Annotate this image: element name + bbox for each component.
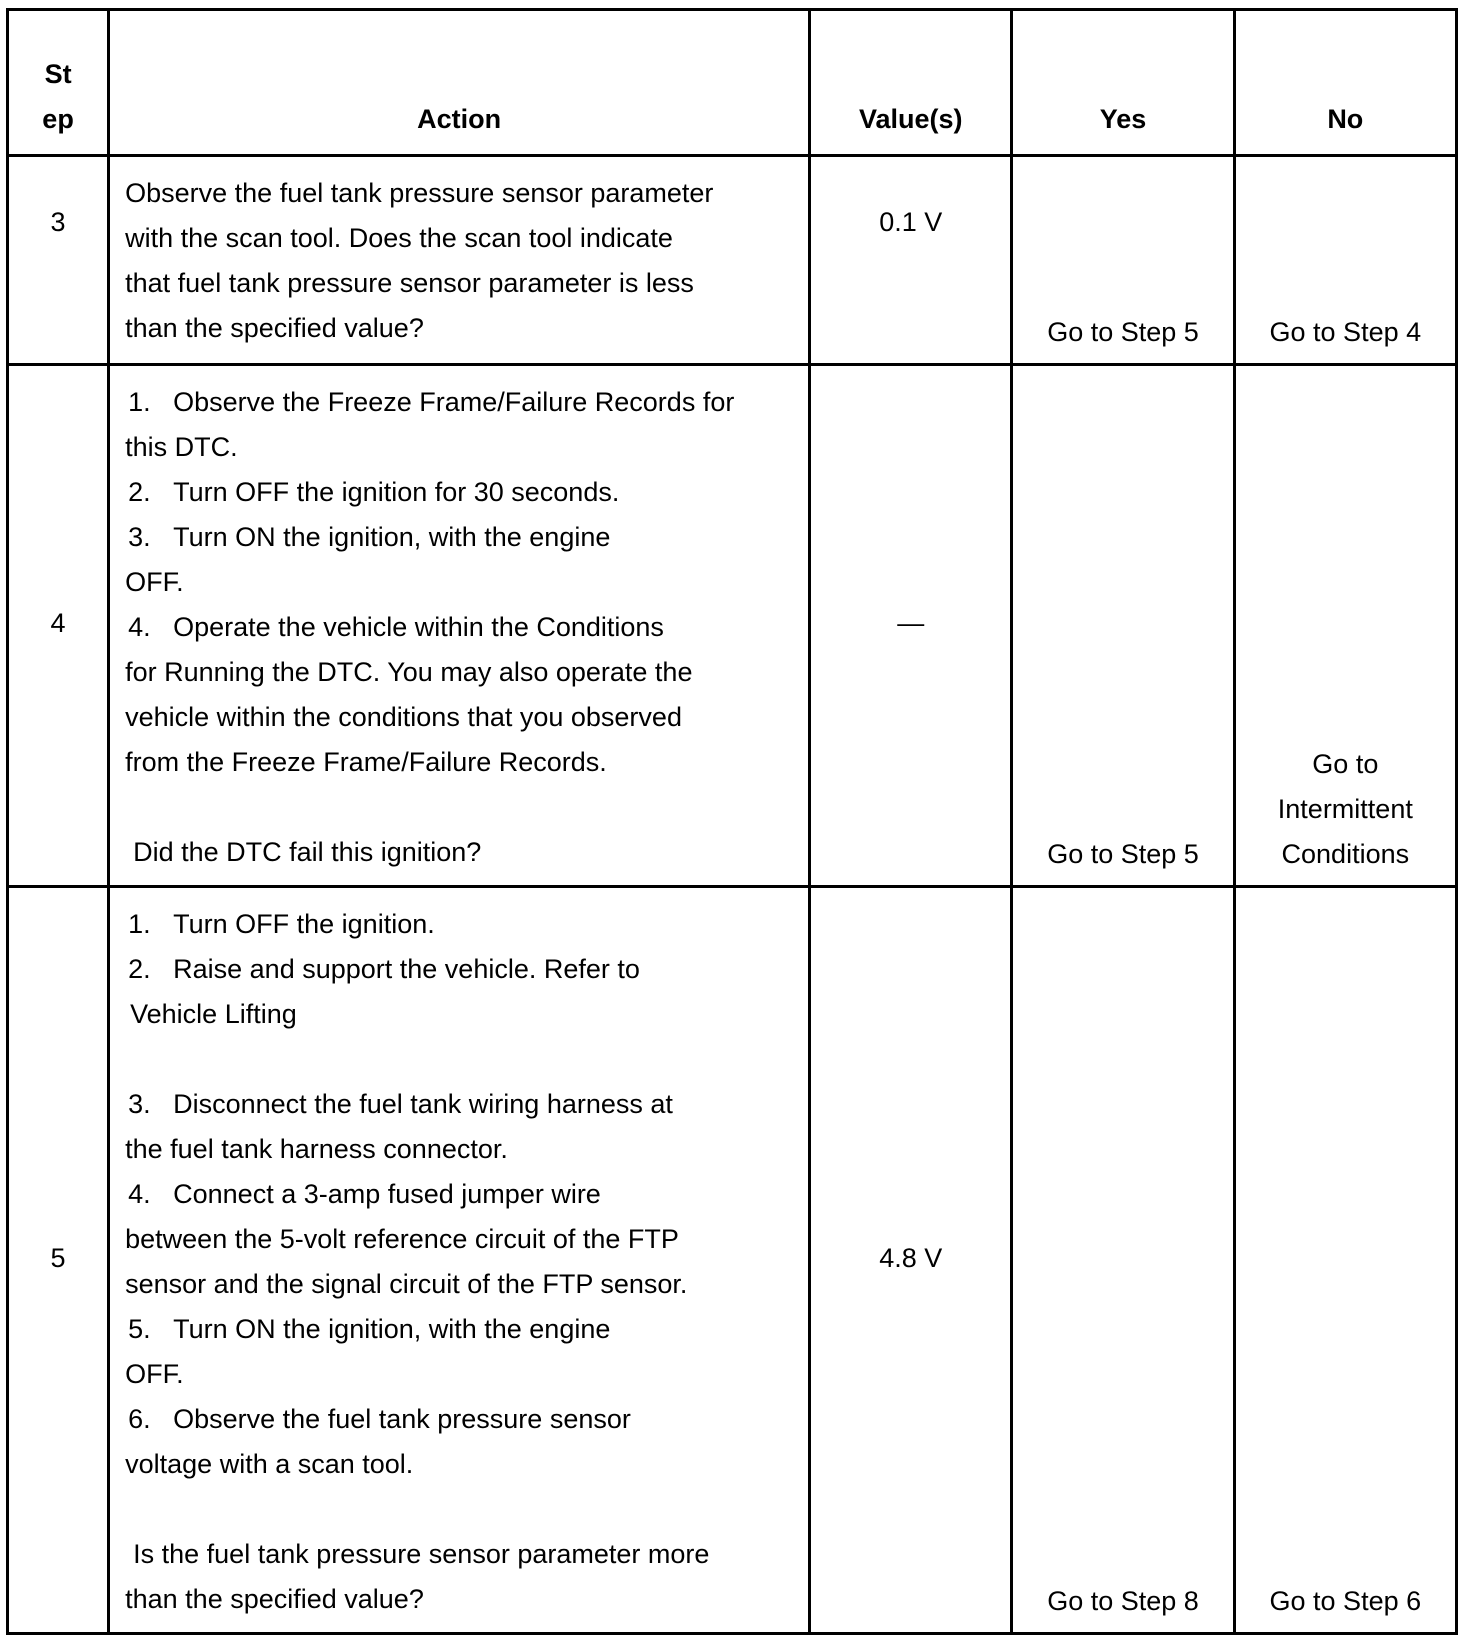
header-yes: Yes [1012, 10, 1234, 156]
action-text: this DTC. [125, 432, 238, 462]
action-list-item [125, 947, 798, 992]
action-list-item [125, 1172, 798, 1217]
action-list-item [125, 1082, 798, 1127]
action-text: OFF. [125, 567, 184, 597]
value-cell [810, 887, 1012, 1634]
action-question: than the specified value? [125, 1584, 424, 1614]
spacer [125, 785, 798, 830]
yes-link[interactable]: Go to Step 5 [1047, 317, 1199, 347]
action-question: Is the fuel tank pressure sensor parameter more [133, 1539, 710, 1569]
list-number: 4. [128, 1179, 151, 1209]
value-text: — [897, 608, 925, 638]
action-line: that fuel tank pressure sensor parameter is less [125, 268, 694, 298]
action-list-item [125, 515, 798, 560]
action-text: Turn ON the ignition, with the engine [173, 522, 611, 552]
action-list-item [125, 380, 798, 425]
action-cell [109, 887, 810, 1634]
no-link-line1[interactable]: Go to [1312, 749, 1379, 779]
action-list-item [125, 1397, 798, 1442]
yes-link[interactable]: Go to Step 5 [1047, 839, 1199, 869]
header-values: Value(s) [810, 10, 1012, 156]
list-number: 1. [128, 909, 151, 939]
table-row [8, 156, 1457, 365]
action-text: sensor and the signal circuit of the FTP sensor. [125, 1269, 688, 1299]
value-cell [810, 156, 1012, 365]
action-line: than the specified value? [125, 313, 424, 343]
action-cell [109, 365, 810, 887]
list-number: 6. [128, 1404, 151, 1434]
step-number [8, 365, 109, 887]
action-cell [109, 156, 810, 365]
action-text: between the 5-volt reference circuit of the FTP [125, 1224, 679, 1254]
action-list-item [125, 902, 798, 947]
action-text: Vehicle Lifting [130, 999, 297, 1029]
step-number [8, 887, 109, 1634]
step-number-text: 4 [50, 608, 66, 638]
action-question: Did the DTC fail this ignition? [133, 837, 482, 867]
list-number: 3. [128, 522, 151, 552]
diagnostic-table [6, 8, 1458, 1635]
action-text: voltage with a scan tool. [125, 1449, 414, 1479]
spacer [125, 1037, 798, 1082]
list-number: 1. [128, 387, 151, 417]
header-step-line1: St [44, 59, 72, 89]
header-step-line2: ep [42, 104, 74, 134]
yes-cell [1012, 156, 1234, 365]
value-cell [810, 365, 1012, 887]
action-text: Observe the fuel tank pressure sensor [173, 1404, 631, 1434]
spacer [125, 1487, 798, 1532]
action-text: Connect a 3-amp fused jumper wire [173, 1179, 601, 1209]
header-step [8, 10, 109, 156]
action-text: Raise and support the vehicle. Refer to [173, 954, 640, 984]
no-cell [1234, 156, 1456, 365]
list-number: 4. [128, 612, 151, 642]
action-list-item [125, 470, 798, 515]
no-cell [1234, 887, 1456, 1634]
table-row [8, 887, 1457, 1634]
value-text: 0.1 V [879, 206, 943, 237]
action-text: Turn OFF the ignition for 30 seconds. [173, 477, 620, 507]
list-number: 5. [128, 1314, 151, 1344]
action-list-item [125, 605, 798, 650]
action-line: with the scan tool. Does the scan tool indicate [125, 223, 673, 253]
yes-cell [1012, 887, 1234, 1634]
action-text: Observe the Freeze Frame/Failure Records for [173, 387, 735, 417]
action-text: Disconnect the fuel tank wiring harness at [173, 1089, 673, 1119]
action-text: Operate the vehicle within the Conditions [173, 612, 664, 642]
value-text: 4.8 V [879, 1242, 943, 1273]
no-cell [1234, 365, 1456, 887]
action-list-item [125, 1307, 798, 1352]
action-text: Turn OFF the ignition. [173, 909, 435, 939]
no-link[interactable]: Go to Step 6 [1269, 1586, 1422, 1616]
yes-cell [1012, 365, 1234, 887]
no-link-line3[interactable]: Conditions [1281, 839, 1410, 869]
step-number-text: 5 [50, 1242, 66, 1273]
list-number: 2. [128, 477, 151, 507]
action-text: for Running the DTC. You may also operate the [125, 657, 693, 687]
no-link-line2[interactable]: Intermittent [1277, 794, 1413, 824]
yes-link[interactable]: Go to Step 8 [1047, 1586, 1199, 1616]
header-no: No [1234, 10, 1456, 156]
action-text: from the Freeze Frame/Failure Records. [125, 747, 607, 777]
header-action: Action [109, 10, 810, 156]
action-text: Turn ON the ignition, with the engine [173, 1314, 611, 1344]
list-number: 2. [128, 954, 151, 984]
action-line: Observe the fuel tank pressure sensor parameter [125, 178, 714, 208]
action-text: the fuel tank harness connector. [125, 1134, 508, 1164]
action-text: vehicle within the conditions that you observed [125, 702, 682, 732]
list-number: 3. [128, 1089, 151, 1119]
table-row [8, 365, 1457, 887]
step-number [8, 156, 109, 365]
header-row [8, 10, 1457, 156]
no-link[interactable]: Go to Step 4 [1269, 317, 1422, 347]
step-number-text: 3 [50, 206, 66, 237]
action-text: OFF. [125, 1359, 184, 1389]
